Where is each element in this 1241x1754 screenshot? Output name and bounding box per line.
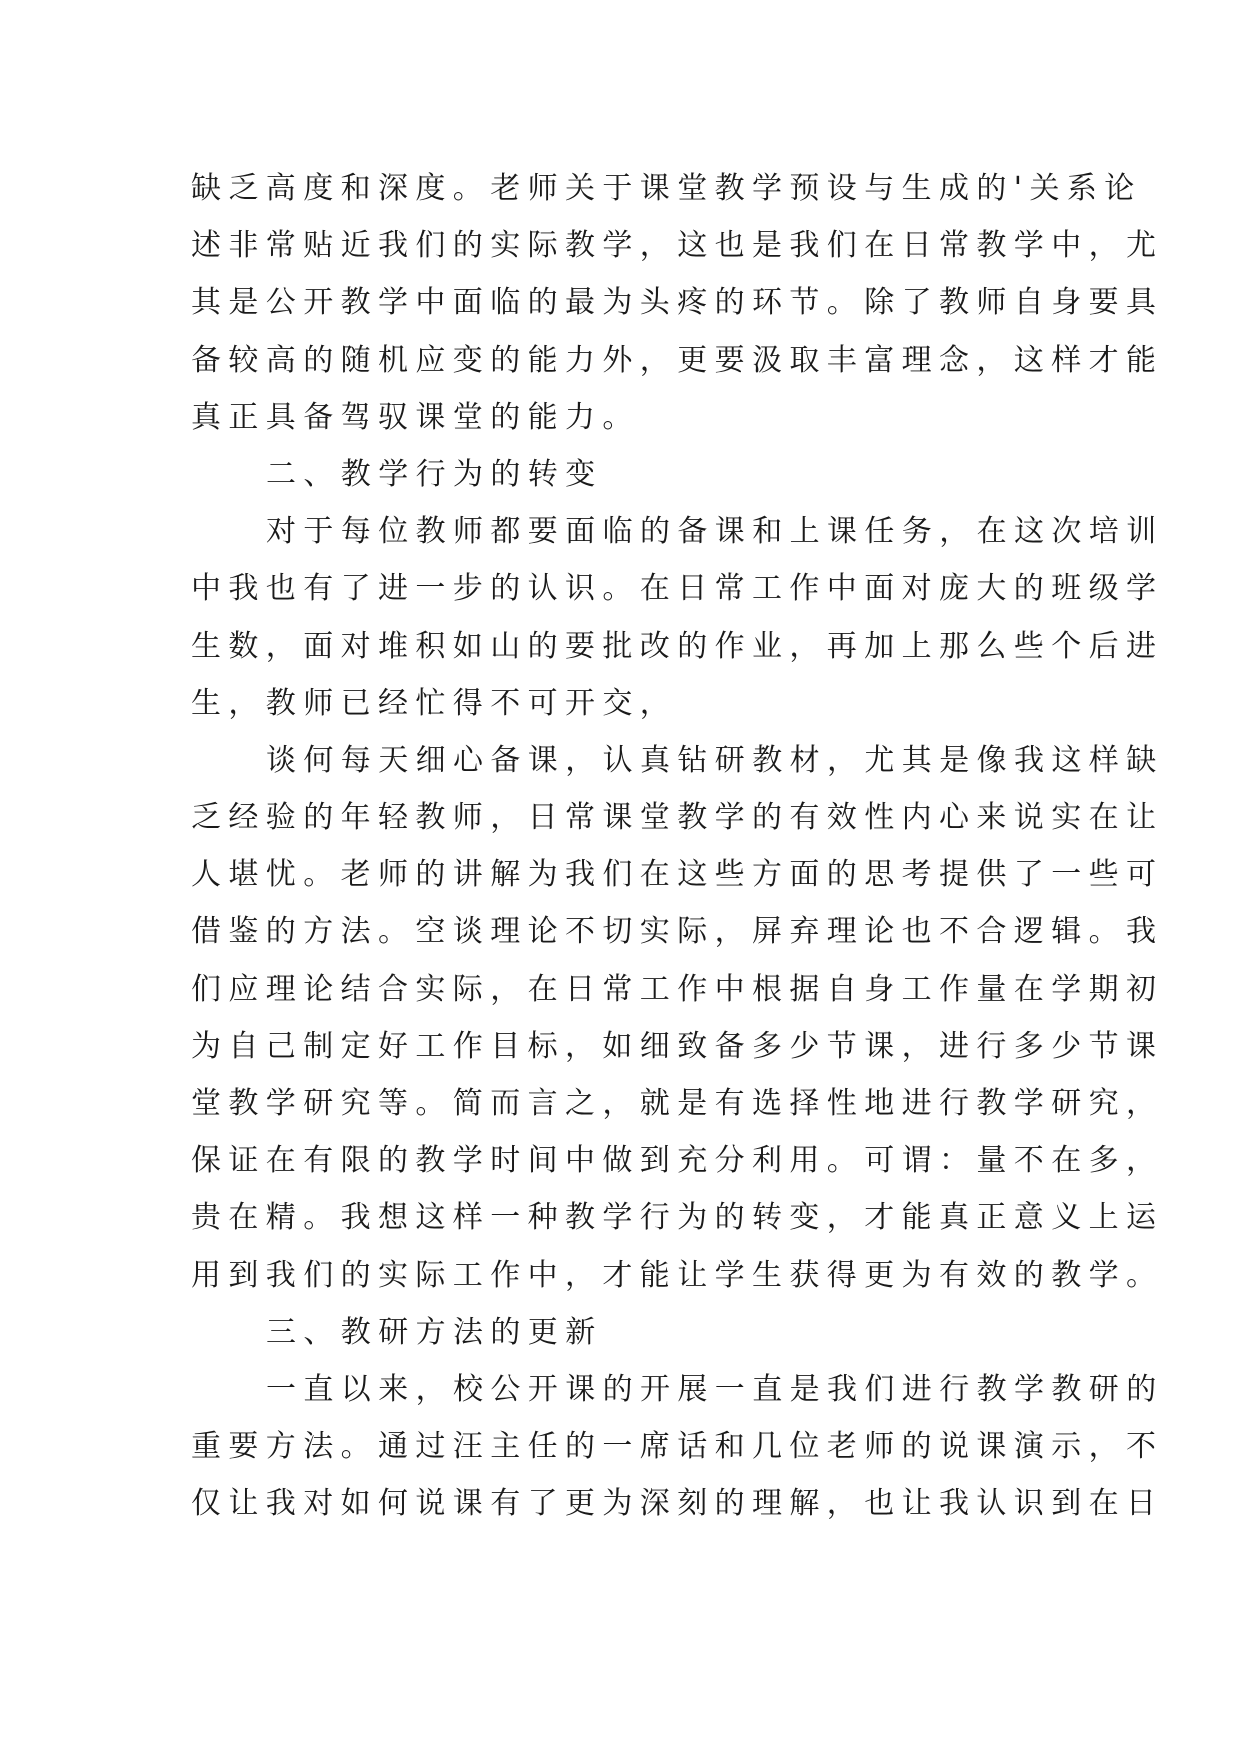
paragraph-start-line: 对于每位教师都要面临的备课和上课任务，在这次培训 xyxy=(266,514,1164,550)
text-line: 人堪忧。老师的讲解为我们在这些方面的思考提供了一些可 xyxy=(191,857,1164,893)
text-line: 借鉴的方法。空谈理论不切实际，屏弃理论也不合逻辑。我 xyxy=(191,914,1164,950)
text-line: 保证在有限的教学时间中做到充分利用。可谓：量不在多， xyxy=(191,1143,1164,1179)
text-line: 缺乏高度和深度。老师关于课堂教学预设与生成的'关系论 xyxy=(191,171,1142,206)
text-line: 中我也有了进一步的认识。在日常工作中面对庞大的班级学 xyxy=(191,571,1164,607)
text-line: 备较高的随机应变的能力外，更要汲取丰富理念，这样才能 xyxy=(191,342,1164,378)
text-line: 仅让我对如何说课有了更为深刻的理解，也让我认识到在日 xyxy=(191,1486,1164,1522)
text-line: 真正具备驾驭课堂的能力。 xyxy=(191,399,640,435)
paragraph-start-line: 二、教学行为的转变 xyxy=(266,456,603,492)
paragraph-start-line: 三、教研方法的更新 xyxy=(266,1314,603,1350)
text-line: 其是公开教学中面临的最为头疼的环节。除了教师自身要具 xyxy=(191,285,1164,321)
text-line: 生，教师已经忙得不可开交， xyxy=(191,685,678,721)
text-line: 为自己制定好工作目标，如细致备多少节课，进行多少节课 xyxy=(191,1028,1164,1064)
text-line: 述非常贴近我们的实际教学，这也是我们在日常教学中，尤 xyxy=(191,228,1164,264)
text-line: 乏经验的年轻教师，日常课堂教学的有效性内心来说实在让 xyxy=(191,800,1164,836)
text-line: 们应理论结合实际，在日常工作中根据自身工作量在学期初 xyxy=(191,971,1164,1007)
text-line: 贵在精。我想这样一种教学行为的转变，才能真正意义上运 xyxy=(191,1200,1164,1236)
text-line: 重要方法。通过汪主任的一席话和几位老师的说课演示，不 xyxy=(191,1429,1164,1465)
paragraph-start-line: 一直以来，校公开课的开展一直是我们进行教学教研的 xyxy=(266,1371,1164,1407)
text-line: 堂教学研究等。简而言之，就是有选择性地进行教学研究， xyxy=(191,1086,1164,1121)
text-line: 用到我们的实际工作中，才能让学生获得更为有效的教学。 xyxy=(191,1257,1164,1293)
paragraph-start-line: 谈何每天细心备课，认真钻研教材，尤其是像我这样缺 xyxy=(266,742,1164,778)
text-line: 生数，面对堆积如山的要批改的作业，再加上那么些个后进 xyxy=(191,628,1164,664)
document-body xyxy=(191,160,1164,1533)
